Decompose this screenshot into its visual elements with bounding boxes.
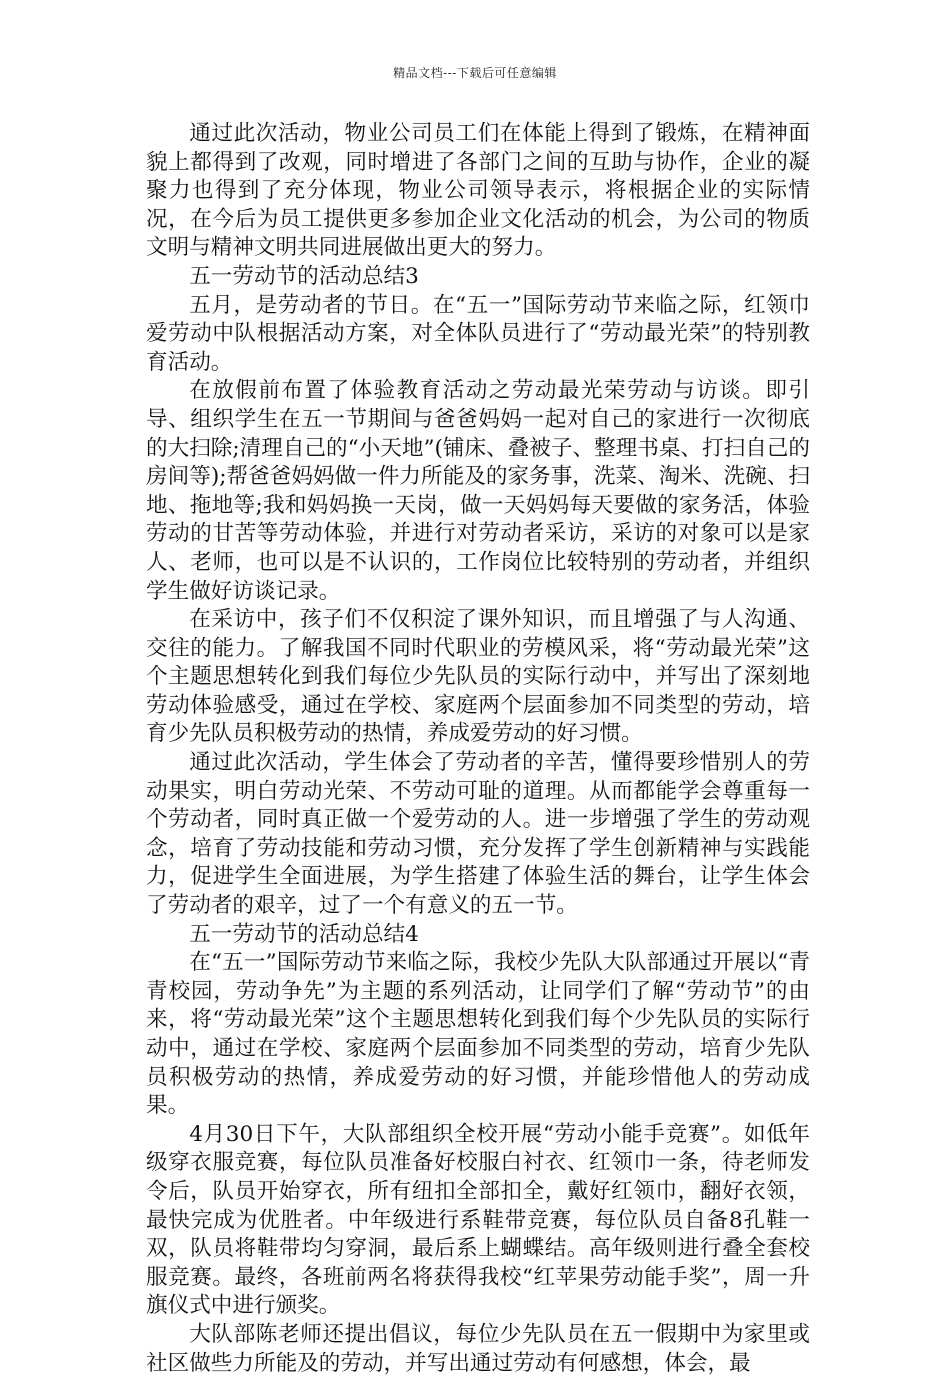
paragraph-teacher-proposal: 大队部陈老师还提出倡议，每位少先队员在五一假期中为家里或社区做些力所能及的劳动，并写出通过劳动有何感想，体会，最 (146, 1321, 810, 1376)
paragraph-property-company-summary: 通过此次活动，物业公司员工们在体能上得到了锻炼，在精神面貌上都得到了改观，同时增进了各部门之间的互助与协作，企业的凝聚力也得到了充分体现，物业公司领导表示，将根据企业的实际情况，在今后为员工提供更多参加企业文化活动的机会，为公司的物质文明与精神文明共同进展做出更大的努力。 (146, 121, 810, 261)
section-heading-summary-4: 五一劳动节的活动总结4 (189, 921, 419, 947)
section-heading-summary-3: 五一劳动节的活动总结3 (189, 263, 419, 289)
paragraph-activity-outcome: 通过此次活动，学生体会了劳动者的辛苦，懂得要珍惜别人的劳动果实，明白劳动光荣、不劳动可耻的道理。从而都能学会尊重每一个劳动者，同时真正做一个爱劳动的人。进一步增强了学生的劳动观念，培育了劳动技能和劳动习惯，充分发挥了学生创新精神与实践能力，促进学生全面进展，为学生搭建了体验生活的舞台，让学生体会了劳动者的艰辛，过了一个有意义的五一节。 (146, 750, 810, 919)
paragraph-holiday-assignment: 在放假前布置了体验教育活动之劳动最光荣劳动与访谈。即引导、组织学生在五一节期间与爸爸妈妈一起对自己的家进行一次彻底的大扫除;清理自己的“小天地”(铺床、叠被子、整理书桌、打扫自己的房间等);帮爸爸妈妈做一件力所能及的家务事，洗菜、淘米、洗碗、扫地、拖地等;我和妈妈换一天岗，做一天妈妈每天要做的家务活，体验劳动的甘苦等劳动体验，并进行对劳动者采访，采访的对象可以是家人、老师，也可以是不认识的，工作岗位比较特别的劳动者，并组织学生做好访谈记录。 (146, 378, 810, 604)
document-body (146, 120, 810, 1378)
paragraph-brigade-activities: 在“五一”国际劳动节来临之际，我校少先队大队部通过开展以“青青校园，劳动争先”为主题的系列活动，让同学们了解“劳动节”的由来，将“劳动最光荣”这个主题思想转化到我们每个少先队员的实际行动中，通过在学校、家庭两个层面参加不同类型的劳动，培育少先队员积极劳动的热情，养成爱劳动的好习惯，并能珍惜他人的劳动成果。 (146, 950, 810, 1119)
paragraph-interview-results: 在采访中，孩子们不仅积淀了课外知识，而且增强了与人沟通、交往的能力。了解我国不同时代职业的劳模风采，将“劳动最光荣”这个主题思想转化到我们每位少先队员的实际行动中，并写出了深刻地劳动体验感受，通过在学校、家庭两个层面参加不同类型的劳动，培育少先队员积极劳动的热情，养成爱劳动的好习惯。 (146, 607, 810, 747)
page-header: 精品文档---下载后可任意编辑 (393, 66, 557, 80)
paragraph-may-intro: 五月，是劳动者的节日。在“五一”国际劳动节来临之际，红领巾爱劳动中队根据活动方案，对全体队员进行了“劳动最光荣”的特别教育活动。 (146, 292, 810, 375)
paragraph-labor-competition: 4月30日下午，大队部组织全校开展“劳动小能手竞赛”。如低年级穿衣服竞赛，每位队员准备好校服白衬衣、红领巾一条，待老师发令后，队员开始穿衣，所有纽扣全部扣全，戴好红领巾，翻好衣领，最快完成为优胜者。中年级进行系鞋带竞赛，每位队员自备8孔鞋一双，队员将鞋带均匀穿洞，最后系上蝴蝶结。高年级则进行叠全套校服竞赛。最终，各班前两名将获得我校“红苹果劳动能手奖”，周一升旗仪式中进行颁奖。 (146, 1121, 810, 1319)
